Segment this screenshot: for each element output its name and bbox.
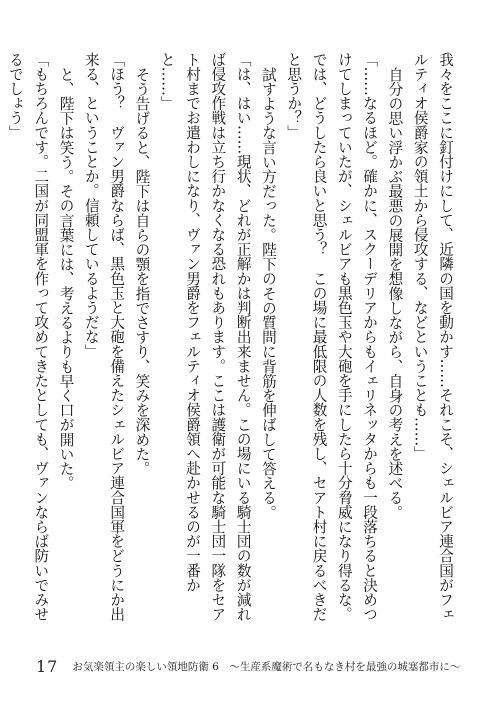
paragraph: と、陛下は笑う。その言葉には、考えるよりも早く口が開いた。 — [57, 66, 75, 490]
paragraph: 「……なるほど。確かに、スクーデリアからもイェリネッタからも一段落ちると決めつけてしまっていたが、シェルビアも黒色玉や大砲を手にしたら十分脅威になり得るな。では、どうしたら良いと思う？ この場に最低限の人数を残し、セアト村に戻るべきだと思うか？」 — [285, 52, 379, 622]
page-footer — [36, 656, 476, 676]
paragraph — [0, 52, 3, 634]
paragraph: 試すような言い方だった。陛下のその質問に背筋を伸ばして答える。 — [259, 66, 277, 520]
body-text — [6, 52, 458, 634]
book-title: お気楽領主の楽しい領地防衛 6 〜生産系魔術で名もなき村を最強の城塞都市に〜 — [72, 660, 461, 673]
paragraph: 「ほう？ ヴァン男爵ならば、黒色玉と大砲を備えたシェルビア連合国軍をどうにか出来る、ということか。信頼しているようだな」 — [82, 52, 126, 622]
page-number: 17 — [36, 656, 59, 676]
paragraph: 我々をここに釘付けにして、近隣の国を動かす……それこそ、シェルビア連合国がフェルティオ侯爵家の領土から侵攻する、などということも……」 — [411, 52, 454, 622]
paragraph: 自分の思い浮かぶ最悪の展開を想像しながら、自身の考えを述べる。 — [386, 66, 404, 520]
paragraph: 「は、はい……現状、どれが正解かは判断出来ません。この場にいる騎士団の数が減れば侵攻作戦は立ち行かなくなる恐れもあります。ここは護衛が可能な騎士団一隊をセアト村までお遣わしになり、ヴァン男爵をフェルティオ侯爵領へ赴かせるのが一番かと……」 — [158, 52, 252, 622]
paragraph: 「もちろんです。二国が同盟軍を作って攻めてきたとしても、ヴァンならば防いでみせるでしょう」 — [6, 52, 50, 622]
paragraph: そう告げると、陛下は自らの顎を指でさすり、笑みを深めた。 — [133, 66, 151, 476]
